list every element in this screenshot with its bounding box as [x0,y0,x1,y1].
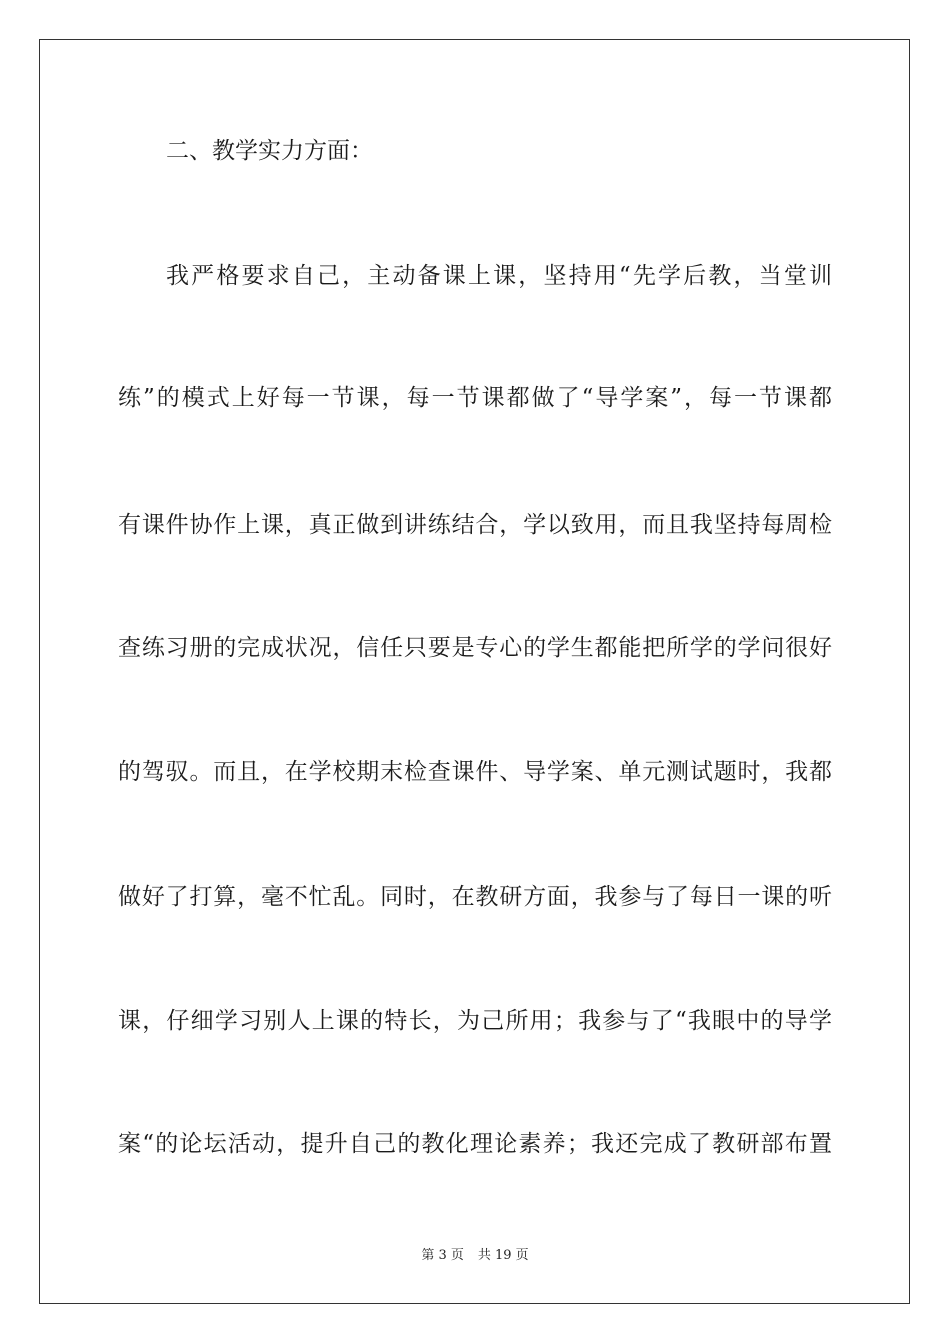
paragraph-line: 我严格要求自己，主动备课上课，坚持用“先学后教，当堂训 [166,263,832,289]
paragraph-line: 做好了打算，毫不忙乱。同时，在教研方面，我参与了每日一课的听 [118,884,832,910]
page-footer [0,1246,950,1266]
page-border [39,39,910,1304]
paragraph-line: 查练习册的完成状况，信任只要是专心的学生都能把所学的学问很好 [118,635,832,661]
section-heading: 二、教学实力方面： [166,138,373,164]
paragraph-line: 案“的论坛活动，提升自己的教化理论素养；我还完成了教研部布置 [118,1131,832,1157]
page-total: 共 19 页 [477,1248,529,1263]
page-number: 第 3 页 [421,1248,464,1263]
paragraph-line: 的驾驭。而且，在学校期末检查课件、导学案、单元测试题时，我都 [118,759,832,785]
paragraph-line: 有课件协作上课，真正做到讲练结合，学以致用，而且我坚持每周检 [118,512,832,538]
paragraph-line: 课，仔细学习别人上课的特长，为己所用；我参与了“我眼中的导学 [118,1008,832,1034]
paragraph-line: 练”的模式上好每一节课，每一节课都做了“导学案”，每一节课都 [118,385,832,411]
